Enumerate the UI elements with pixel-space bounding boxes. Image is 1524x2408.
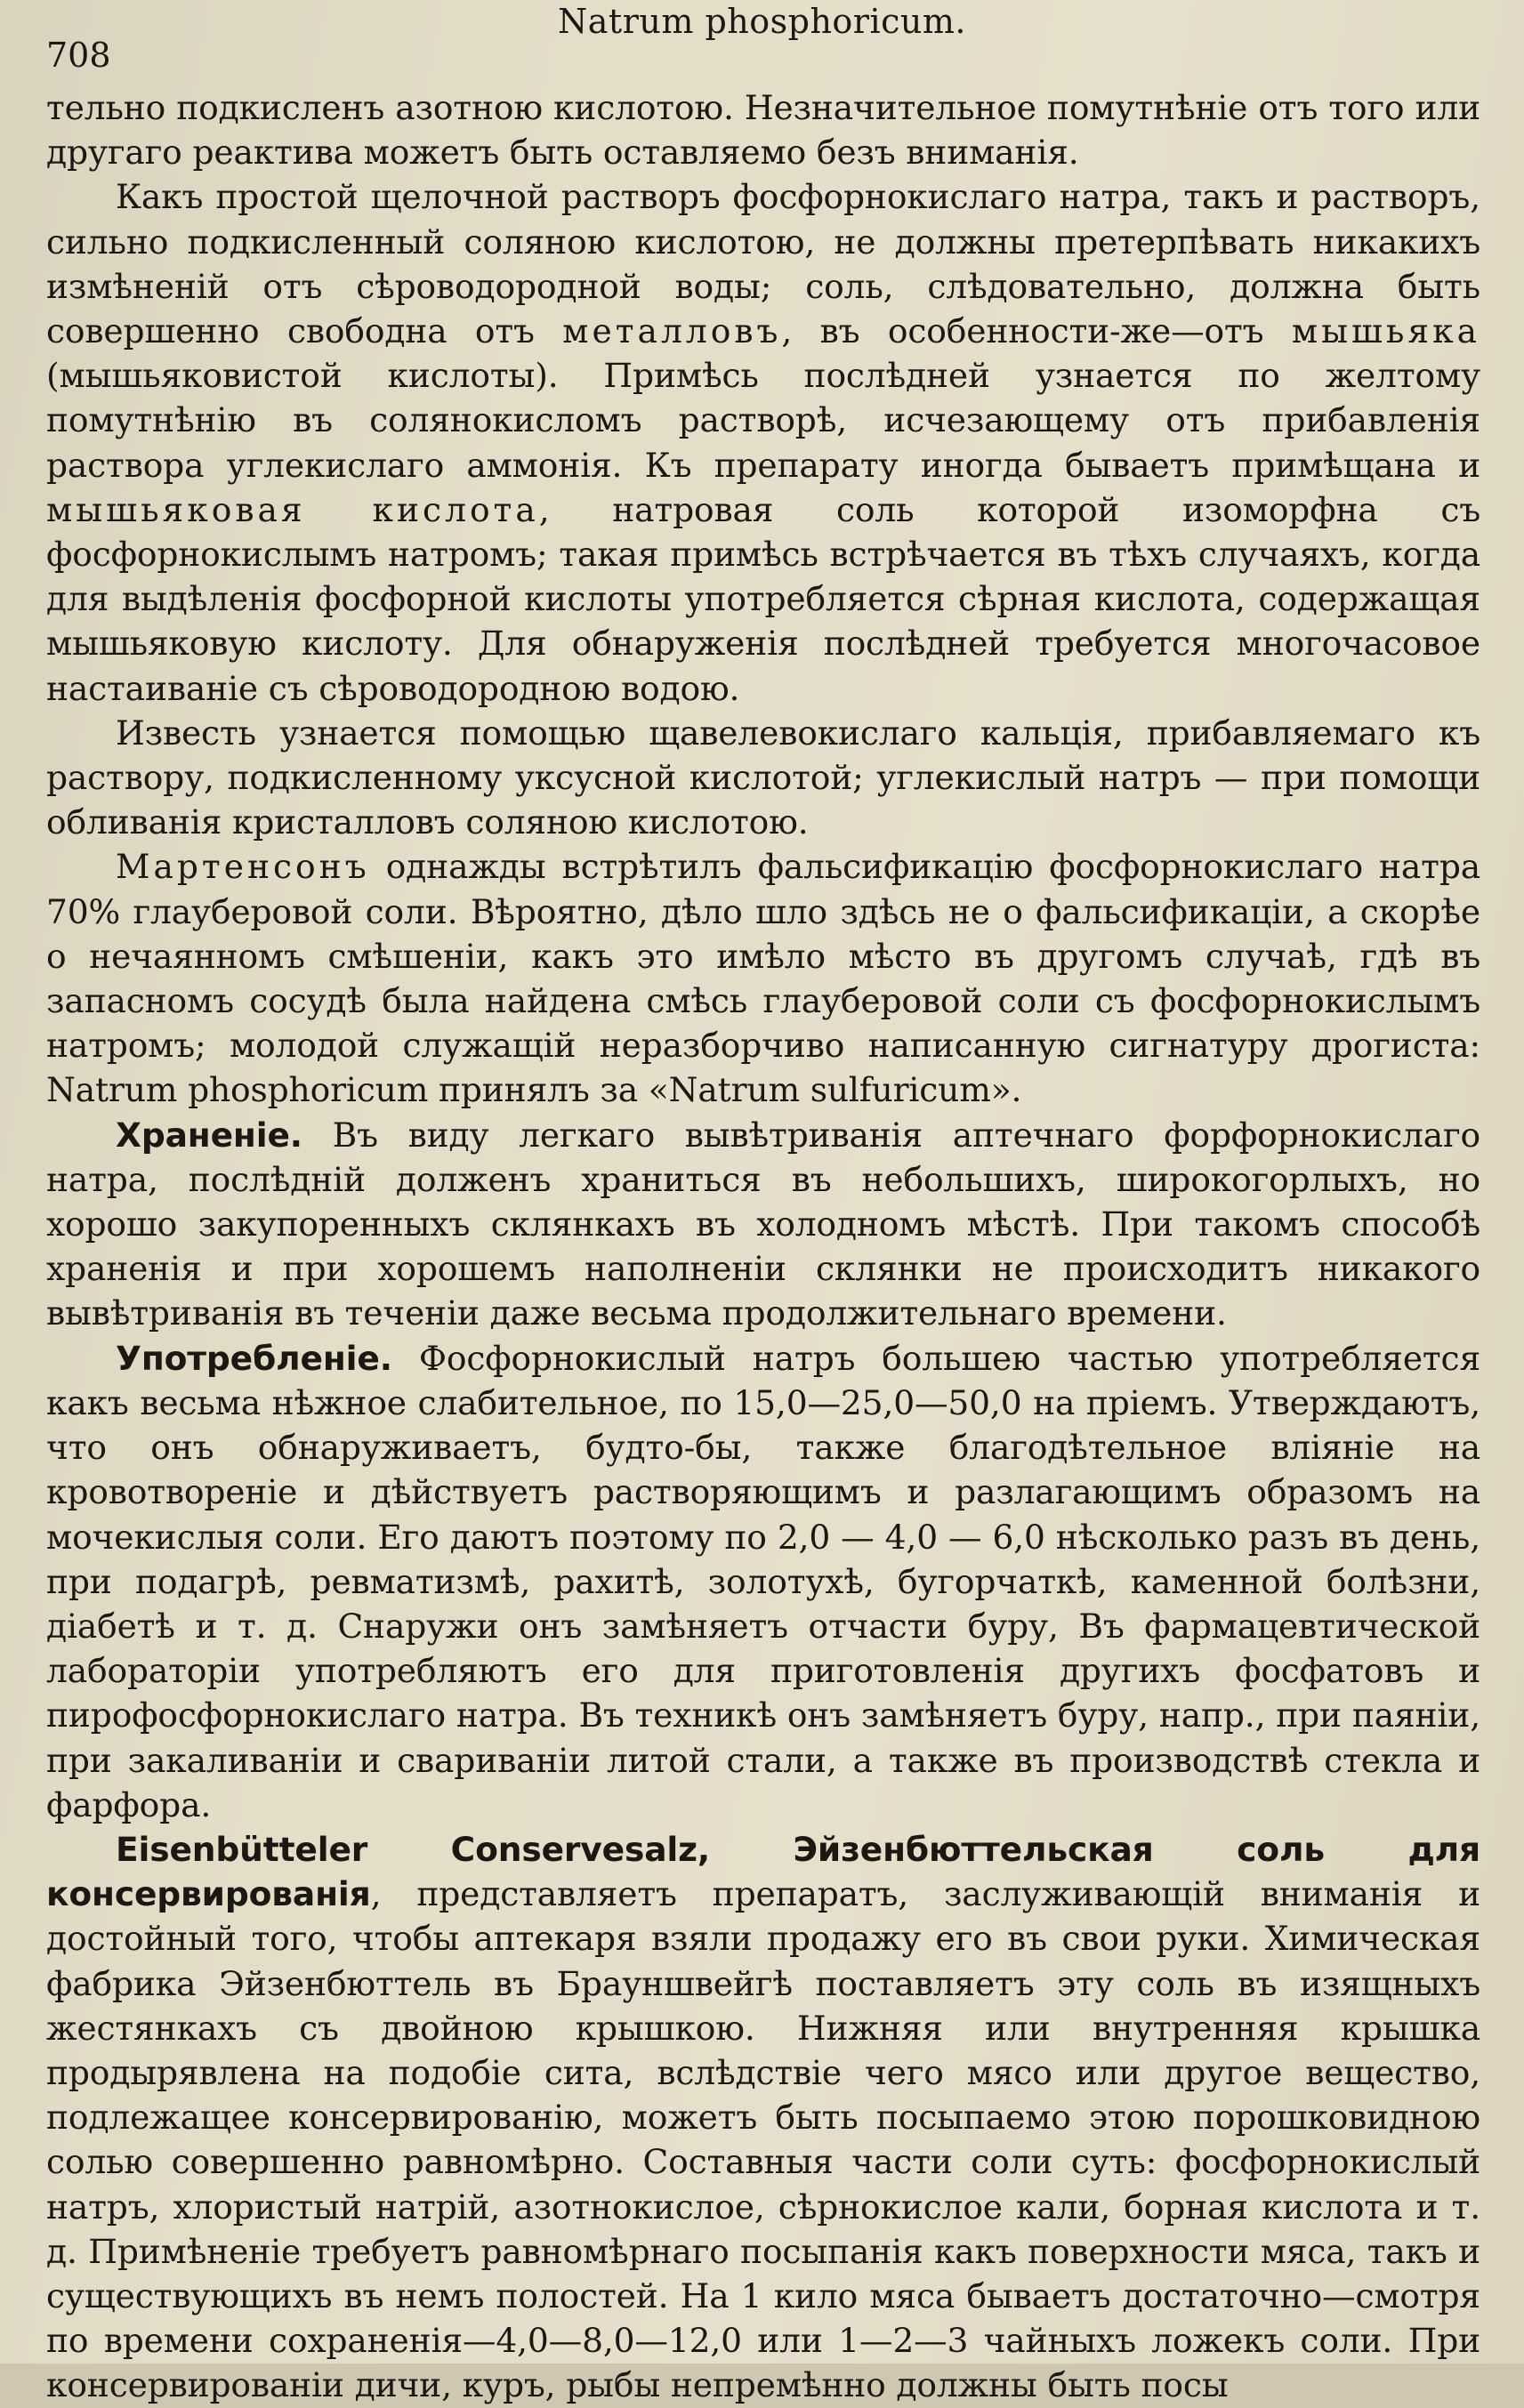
page-number: 708 <box>46 36 111 75</box>
paragraph-2-text-c: , въ особенности-же—отъ <box>781 311 1292 351</box>
paragraph-2-text-g: , натровая соль которой изоморфна съ фосфорнокислымъ натромъ; такая примѣсь встрѣчается въ тѣхъ случаяхъ, когда для выдѣленія фосфорной кислоты употребляется сѣрная кислота, содержащая мышьяковую кислоту. Для обнаруженія послѣдней требуется многочасовое настаиваніе съ сѣроводородною водою. <box>46 489 1480 708</box>
heading-usage: Употребленіе. <box>116 1338 392 1378</box>
paragraph-storage <box>46 1113 1480 1336</box>
paragraph-usage-text: Фосфорнокислый натръ большею частью употребляется какъ весьма нѣжное слабительное, по 15,0—25,0—50,0 на пріемъ. Утверждаютъ, что онъ обнаруживаетъ, будто-бы, также благодѣтельное вліяніе на кровотвореніе и дѣйствуетъ растворяющимъ и разлагающимъ образомъ на мочекислыя соли. Его даютъ поэтому по 2,0 — 4,0 — 6,0 нѣсколько разъ въ день, при подагрѣ, ревматизмѣ, рахитѣ, золотухѣ, бугорчаткѣ, каменной болѣзни, діабетѣ и т. д. Снаружи онъ замѣняетъ отчасти буру, Въ фармацевтической лабораторіи употребляютъ его для приготовленія другихъ фосфатовъ и пирофосфорнокислаго натра. Въ техникѣ онъ замѣняетъ буру, напр., при паяніи, при закаливаніи и свариваніи литой стали, а также въ производствѣ стекла и фарфора. <box>46 1338 1480 1824</box>
spaced-term-arsenic-acid: мышьяковая кислота <box>46 489 539 529</box>
paragraph-1 <box>46 85 1480 174</box>
running-title: Natrum phosphoricum. <box>558 2 966 41</box>
paragraph-usage <box>46 1336 1480 1827</box>
paragraph-4 <box>46 844 1480 1112</box>
paragraph-storage-text: Въ виду легкаго вывѣтриванія аптечнаго форфорнокислаго натра, послѣдній долженъ храниться въ небольшихъ, широкогорлыхъ, но хорошо закупоренныхъ склянкахъ въ холодномъ мѣстѣ. При такомъ способѣ храненія и при хорошемъ наполненіи склянки не происходитъ никакого вывѣтриванія въ теченіи даже весьма продолжительнаго времени. <box>46 1115 1480 1333</box>
spaced-name-martenson: Мартенсонъ <box>116 847 370 887</box>
paragraph-2 <box>46 174 1480 710</box>
paragraph-3-text: Известь узнается помощью щавелевокислаго кальція, прибавляемаго къ раствору, подкисленному уксусной кислотой; углекислый натръ — при помощи обливанія кристалловъ соляною кислотою. <box>46 713 1480 842</box>
spaced-term-arsenic: мышьяка <box>1291 311 1480 351</box>
heading-eisenbuttel: Eisenbütteler Conservesalz, Эйзенбюттельская соль для консервированія <box>46 1829 1480 1914</box>
spaced-term-metals: металловъ <box>562 311 782 351</box>
paragraph-3 <box>46 711 1480 845</box>
paragraph-2-text-a: Какъ простой щелочной растворъ фосфорнокислаго натра, такъ и растворъ, сильно подкисленный соляною кислотою, не должны претерпѣвать никакихъ измѣненій отъ сѣроводородной воды; соль, слѣдовательно, должна быть совершенно свободна отъ <box>46 177 1480 351</box>
paragraph-eisenbuttel <box>46 1827 1480 2408</box>
page-body <box>46 85 1480 2408</box>
paragraph-1-text: тельно подкисленъ азотною кислотою. Незначительное помутнѣніе отъ того или другаго реактива можетъ быть оставляемо безъ вниманія. <box>46 88 1480 173</box>
heading-storage: Храненіе. <box>116 1115 302 1155</box>
paragraph-eisenbuttel-text: , представляетъ препаратъ, заслуживающій вниманія и достойный того, чтобы аптекаря взяли продажу его въ свои руки. Химическая фабрика Эйзенбюттель въ Брауншвейгѣ поставляетъ эту соль въ изящныхъ жестянкахъ съ двойною крышкою. Нижняя или внутренняя крышка продырявлена на подобіе сита, вслѣдствіе чего мясо или другое вещество, подлежащее консервированію, можетъ быть посыпаемо этою порошковидною солью совершенно равномѣрно. Составныя части соли суть: фосфорнокислый натръ, хлористый натрій, азотнокислое, сѣрнокислое кали, борная кислота и т. д. Примѣненіе требуетъ равномѣрнаго посыпанія какъ поверхности мяса, такъ и существующихъ въ немъ полостей. На 1 кило мяса бываетъ достаточно—смотря по времени сохраненія—4,0—8,0—12,0 или 1—2—3 чайныхъ ложекъ соли. При консервированіи дичи, куръ, рыбы непремѣнно должны быть посы <box>46 1874 1480 2405</box>
paragraph-2-text-e: (мышьяковистой кислоты). Примѣсь послѣдней узнается по желтому помутнѣнію въ солянокисломъ растворѣ, исчезающему отъ прибавленія раствора углекислаго аммонія. Къ препарату иногда бываетъ примѣщана и <box>46 356 1480 485</box>
paragraph-4-text: однажды встрѣтилъ фальсификацію фосфорнокислаго натра 70% глауберовой соли. Вѣроятно, дѣло шло здѣсь не о фальсификаціи, а скорѣе о нечаянномъ смѣшеніи, какъ это имѣло мѣсто въ другомъ случаѣ, гдѣ въ запасномъ сосудѣ была найдена смѣсь глауберовой соли съ фосфорнокислымъ натромъ; молодой служащій неразборчиво написанную сигнатуру дрогиста: Natrum phosphoricum принялъ за «Natrum sulfuricum». <box>46 847 1480 1110</box>
